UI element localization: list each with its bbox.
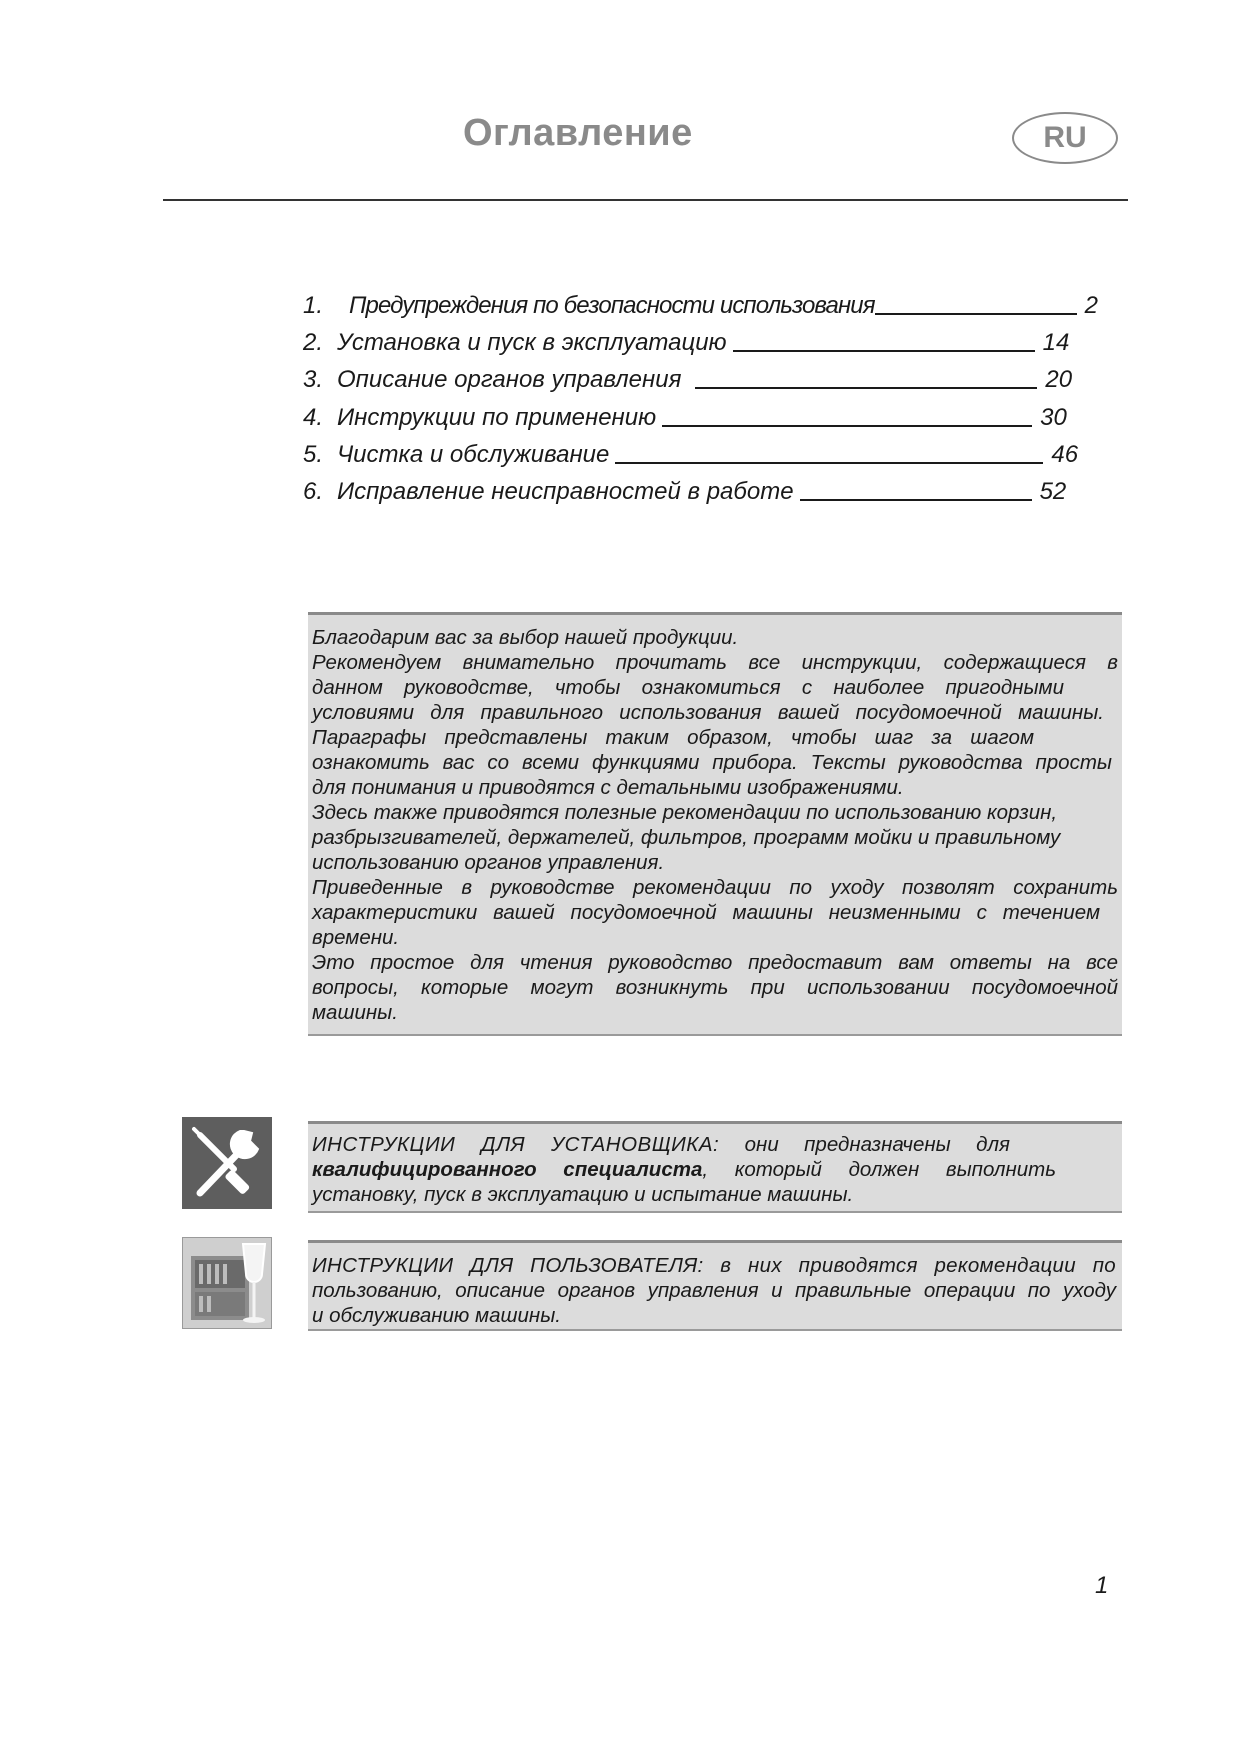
toc-item[interactable] <box>303 478 1066 506</box>
user-instructions-panel <box>308 1240 1122 1331</box>
tools-icon <box>182 1117 272 1209</box>
toc-item-page: 20 <box>1045 366 1073 393</box>
toc-item-number: 3. <box>303 366 324 393</box>
intro-line: времени. <box>312 926 400 949</box>
toc-item[interactable] <box>303 292 1098 320</box>
toc-leader <box>615 462 1043 464</box>
page-number: 1 <box>1095 1572 1109 1599</box>
toc-leader <box>875 313 1077 315</box>
toc-item[interactable] <box>303 404 1067 432</box>
toc-item-title: Описание органов управления <box>337 366 682 393</box>
page-title: Оглавление <box>463 112 693 154</box>
toc-item[interactable] <box>303 329 1069 357</box>
toc-item-title: Предупреждения по безопасности использования <box>349 292 875 319</box>
toc-item-number: 4. <box>303 404 324 431</box>
toc-item-page: 14 <box>1042 329 1070 356</box>
installer-instructions-panel <box>308 1121 1122 1213</box>
toc-leader <box>695 387 1037 389</box>
toc-item-number: 1. <box>303 292 324 319</box>
toc-item-title: Инструкции по применению <box>337 404 657 431</box>
intro-line: характеристики вашей посудомоечной машины неизменными с течением <box>312 901 1100 924</box>
intro-line: Рекомендуем внимательно прочитать все инструкции, содержащиеся в <box>312 651 1118 674</box>
intro-line: данном руководстве, чтобы ознакомиться с наиболее пригодными <box>312 676 1064 699</box>
intro-line: ознакомить вас со всеми функциями прибора. Тексты руководства просты <box>312 751 1112 774</box>
intro-line: для понимания и приводятся с детальными изображениями. <box>312 776 904 799</box>
toc-item-page: 46 <box>1051 441 1079 468</box>
toc-item-title: Установка и пуск в эксплуатацию <box>337 329 727 356</box>
toc-item[interactable] <box>303 441 1078 469</box>
intro-line: Это простое для чтения руководство предоставит вам ответы на все <box>312 951 1118 974</box>
toc-leader <box>662 425 1032 427</box>
language-badge: RU <box>1012 112 1118 164</box>
installer-bold-text: квалифицированного специалиста <box>312 1158 703 1181</box>
installer-line-2-text: , который должен выполнить <box>702 1158 1056 1181</box>
toc-item-title: Исправление неисправностей в работе <box>337 478 794 505</box>
intro-line: вопросы, которые могут возникнуть при использовании посудомоечной <box>312 976 1118 999</box>
installer-line-1 <box>312 1132 1010 1157</box>
toc-item-number: 5. <box>303 441 324 468</box>
intro-line: условиями для правильного использования вашей посудомоечной машины. <box>312 701 1104 724</box>
installer-line-1-text: они предназначены для <box>744 1133 1011 1156</box>
installer-line-3: установку, пуск в эксплуатацию и испытание машины. <box>312 1183 854 1206</box>
dishwasher-glass-icon <box>182 1237 272 1329</box>
toc-item[interactable] <box>303 366 1072 394</box>
intro-line: Приведенные в руководстве рекомендации по уходу позволят сохранить <box>312 876 1118 899</box>
intro-line: разбрызгивателей, держателей, фильтров, программ мойки и правильному <box>312 826 1061 849</box>
intro-panel <box>308 612 1122 1036</box>
toc-item-page: 2 <box>1084 292 1099 319</box>
user-line-1: ИНСТРУКЦИИ ДЛЯ ПОЛЬЗОВАТЕЛЯ: в них приводятся рекомендации по <box>312 1254 1116 1277</box>
toc-item-page: 52 <box>1039 478 1067 505</box>
installer-line-2 <box>312 1157 1056 1182</box>
toc-item-page: 30 <box>1040 404 1067 431</box>
intro-line: Благодарим вас за выбор нашей продукции. <box>312 626 739 649</box>
dishwasher-icon <box>183 1238 271 1328</box>
intro-line: использованию органов управления. <box>312 851 665 874</box>
user-line-3: и обслуживанию машины. <box>312 1304 561 1327</box>
intro-line: Здесь также приводятся полезные рекомендации по использованию корзин, <box>312 801 1058 824</box>
toc-item-number: 2. <box>303 329 324 356</box>
intro-line: Параграфы представлены таким образом, чтобы шаг за шагом <box>312 726 1034 749</box>
intro-line: машины. <box>312 1001 398 1024</box>
user-line-2: пользованию, описание органов управления и правильные операции по уходу <box>312 1279 1116 1302</box>
toc-leader <box>800 499 1032 501</box>
header-divider <box>163 199 1128 201</box>
toc-leader <box>733 350 1035 352</box>
toc-item-title: Чистка и обслуживание <box>337 441 610 468</box>
toc-item-number: 6. <box>303 478 324 505</box>
installer-heading: ИНСТРУКЦИИ ДЛЯ УСТАНОВЩИКА: <box>312 1133 720 1156</box>
wrench-screwdriver-icon <box>182 1117 272 1209</box>
